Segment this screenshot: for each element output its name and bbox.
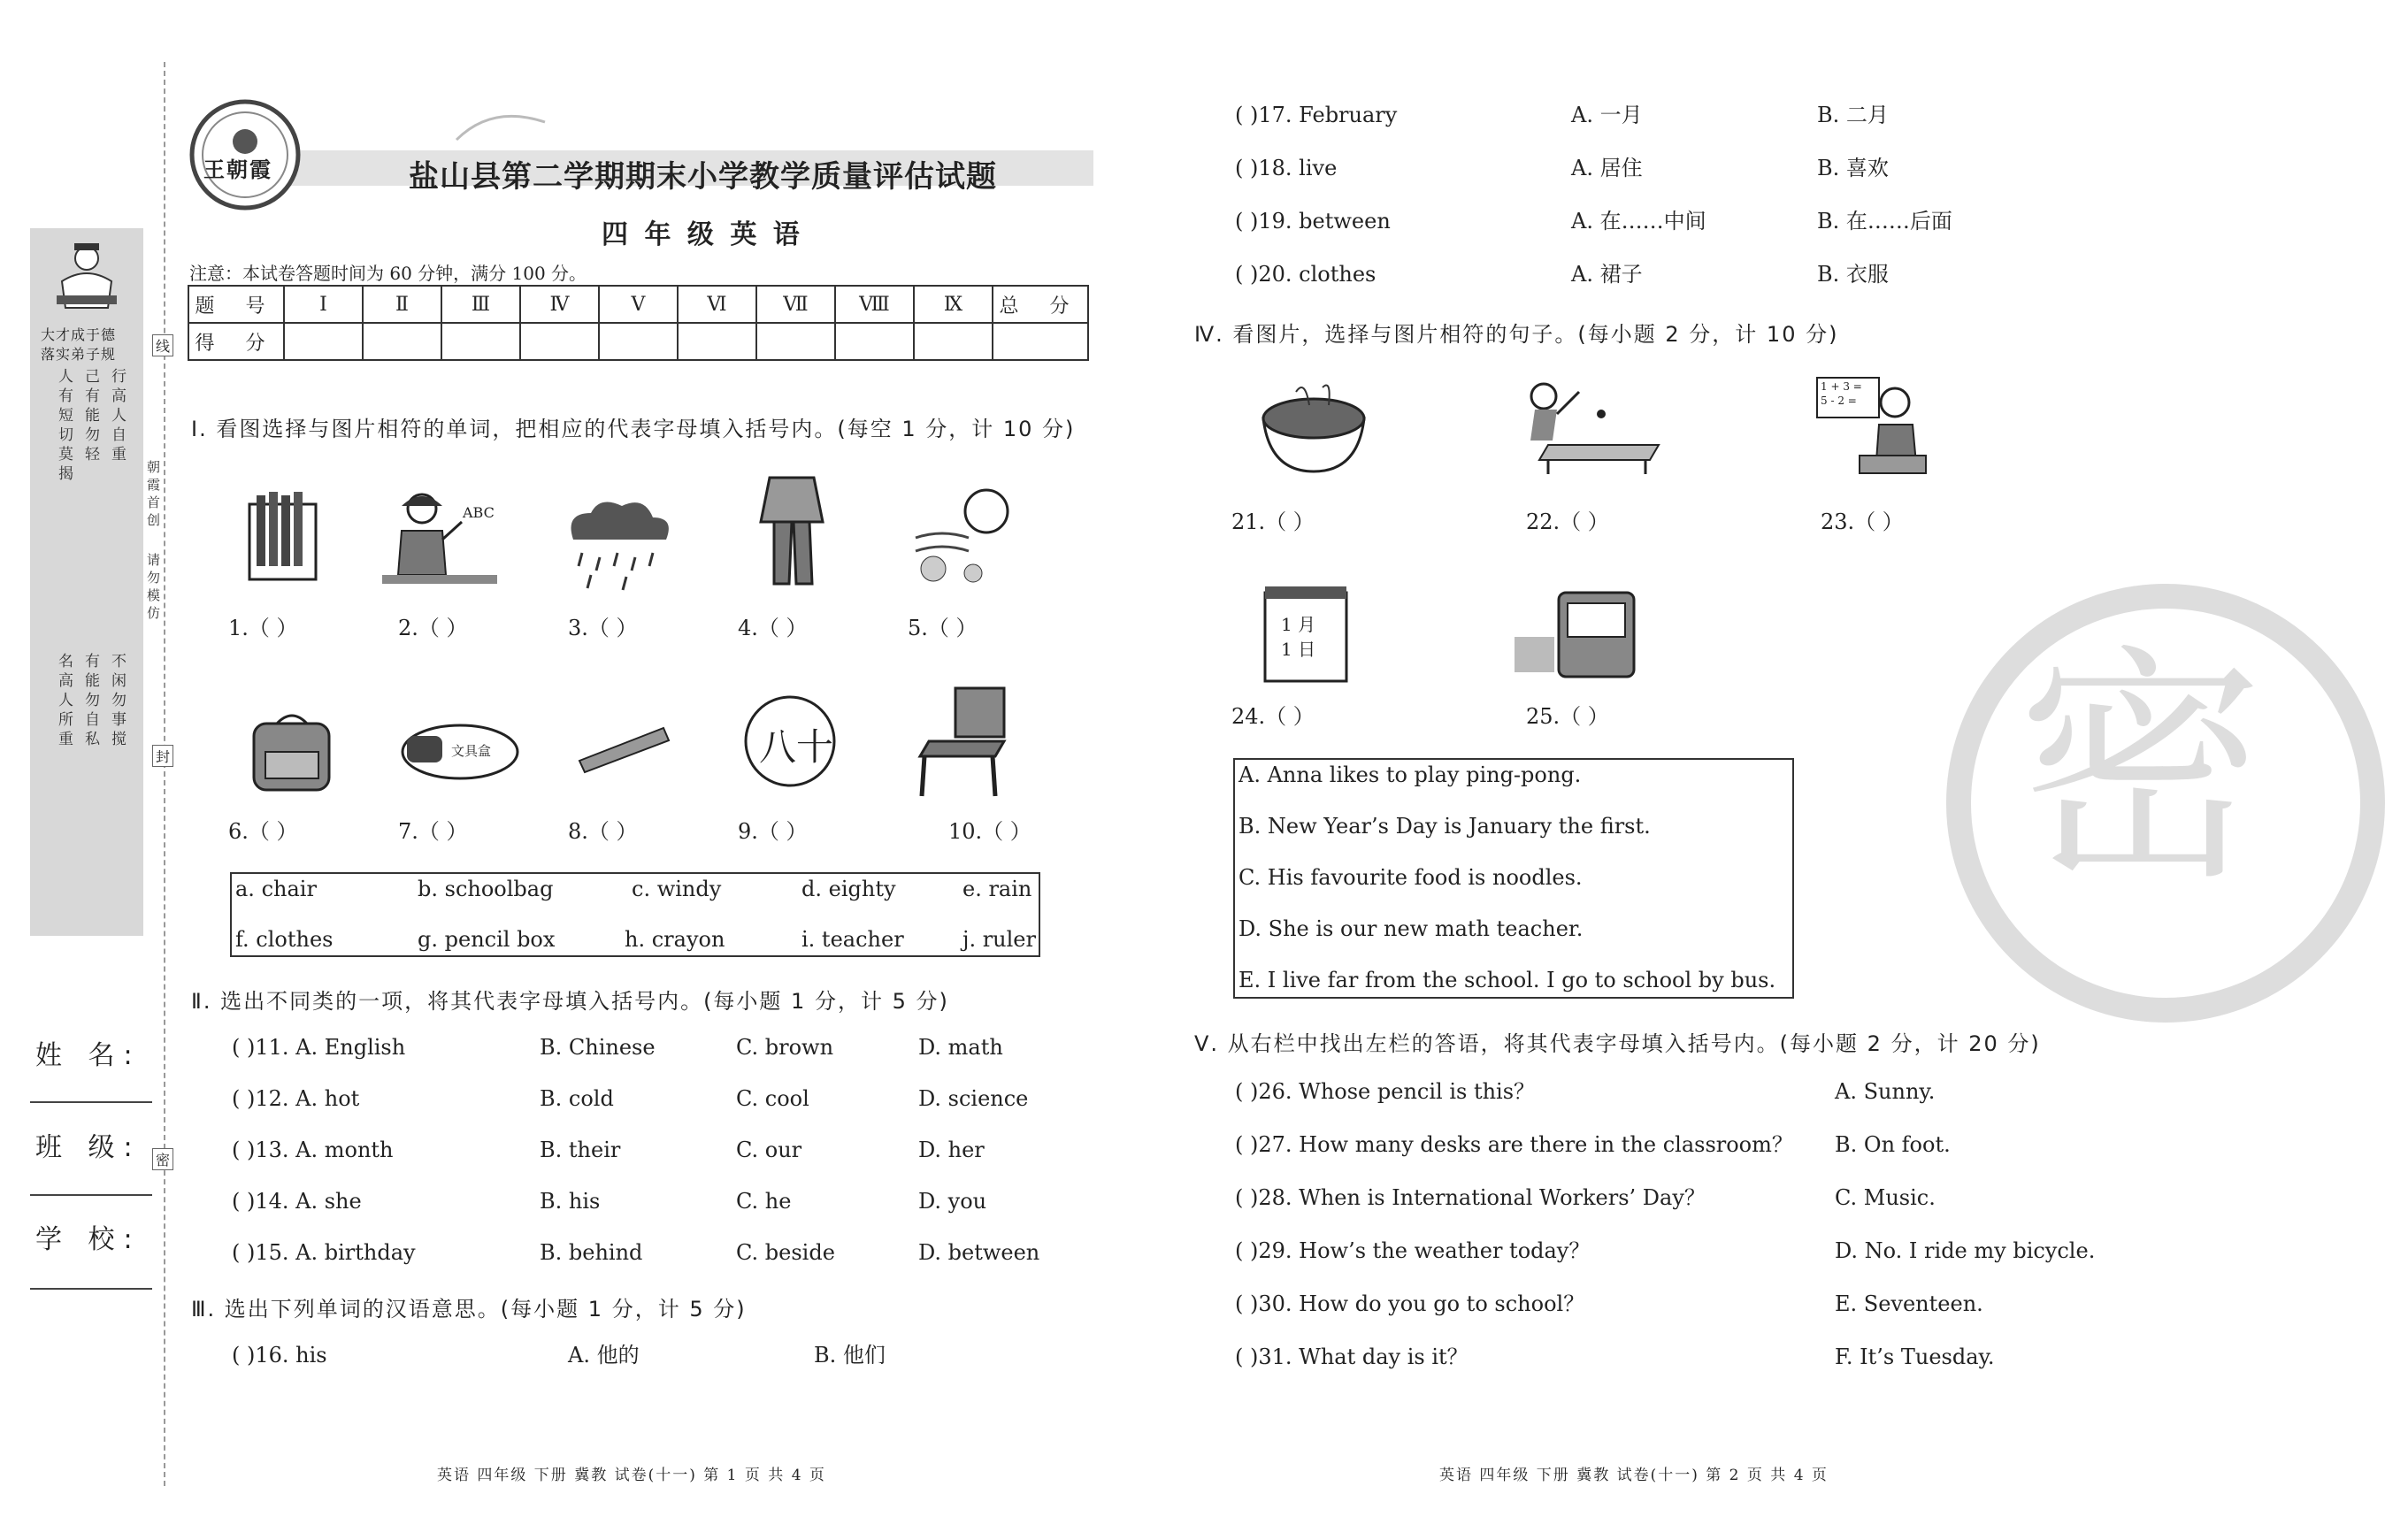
score-header-cell: Ⅴ — [599, 286, 678, 323]
name-field[interactable] — [30, 1101, 152, 1103]
eighty-text: 八十 — [759, 725, 834, 769]
q27-blank[interactable]: ( )27. How many desks are there in the classroom？ — [1235, 1132, 1793, 1157]
word-option: g. pencil box — [418, 927, 556, 952]
rain-cloud-picture — [556, 495, 679, 601]
score-cell[interactable] — [756, 323, 835, 360]
exam-note: 注意：本试卷答题时间为 60 分钟，满分 100 分。 — [189, 263, 587, 284]
answer-option-d: D. No. I ride my bicycle. — [1835, 1238, 2096, 1263]
q5-blank[interactable]: 5.（ ） — [908, 616, 978, 640]
sentence-option-d: D. She is our new math teacher. — [1239, 916, 1584, 941]
q17-option-a: A. 一月 — [1571, 103, 1643, 127]
sidebar-caption-1: 大才成于德 — [41, 326, 117, 343]
answer-option-b: B. On foot. — [1835, 1132, 1951, 1157]
q15-option-d: D. between — [918, 1240, 1040, 1265]
chair-picture — [911, 681, 1017, 801]
motto-column-2: 己有能勿轻 — [81, 368, 99, 465]
cut-mark-1: 线 — [152, 334, 173, 356]
sentence-option-a: A. Anna likes to play ping-pong. — [1239, 762, 1582, 787]
motto-column-3: 人有短切莫揭 — [55, 368, 73, 485]
score-header-cell: Ⅶ — [756, 286, 835, 323]
clothes-picture — [752, 469, 832, 593]
class-label: 班 级: — [35, 1132, 142, 1163]
board-math-line-1: 1 + 3 = — [1821, 380, 1862, 393]
q12-blank[interactable]: ( )12. A. hot — [232, 1086, 360, 1111]
q11-option-d: D. math — [918, 1035, 1003, 1060]
scholar-figure-icon — [50, 239, 124, 318]
q11-option-c: C. brown — [736, 1035, 834, 1060]
logo-text: 王朝霞 — [203, 157, 272, 182]
motto-sidebar — [30, 228, 143, 936]
q19-option-a: A. 在……中间 — [1571, 209, 1706, 234]
word-option: d. eighty — [801, 877, 896, 901]
q10-blank[interactable]: 10.（ ） — [948, 819, 1031, 844]
q28-blank[interactable]: ( )28. When is International Workers’ Day？ — [1235, 1185, 1706, 1210]
q26-blank[interactable]: ( )26. Whose pencil is this？ — [1235, 1079, 1536, 1104]
board-math-line-2: 5 - 2 = — [1821, 395, 1857, 407]
score-header-cell: Ⅰ — [284, 286, 363, 323]
section-2-heading: Ⅱ. 选出不同类的一项，将其代表字母填入括号内。(每小题 1 分，计 5 分) — [191, 989, 949, 1014]
q20-blank[interactable]: ( )20. clothes — [1235, 262, 1377, 287]
q13-option-b: B. their — [540, 1138, 621, 1162]
word-option: e. rain — [962, 877, 1032, 901]
q20-option-b: B. 衣服 — [1817, 262, 1889, 287]
score-cell[interactable] — [363, 323, 441, 360]
word-option: i. teacher — [801, 927, 904, 952]
q14-option-b: B. his — [540, 1189, 601, 1214]
score-header-cell: Ⅵ — [678, 286, 756, 323]
q29-blank[interactable]: ( )29. How’s the weather today？ — [1235, 1238, 1591, 1263]
schoolbag-picture — [243, 708, 341, 796]
answer-option-a: A. Sunny. — [1835, 1079, 1936, 1104]
sentence-option-b: B. New Year’s Day is January the first. — [1239, 814, 1651, 839]
sentence-option-e: E. I live far from the school. I go to school by bus. — [1239, 968, 1776, 992]
q19-blank[interactable]: ( )19. between — [1235, 209, 1391, 234]
score-cell[interactable] — [520, 323, 599, 360]
score-cell[interactable] — [441, 323, 520, 360]
score-cell[interactable] — [284, 323, 363, 360]
score-header-cell: Ⅲ — [441, 286, 520, 323]
school-label: 学 校: — [35, 1224, 142, 1255]
section-1-heading: Ⅰ. 看图选择与图片相符的单词，把相应的代表字母填入括号内。(每空 1 分，计 10 分) — [191, 417, 1076, 441]
ruler-picture — [575, 721, 672, 774]
q12-option-d: D. science — [918, 1086, 1029, 1111]
footer-page-2: 英语 四年级 下册 冀教 试卷(十一) 第 2 页 共 4 页 — [1439, 1467, 1829, 1484]
q30-blank[interactable]: ( )30. How do you go to school？ — [1235, 1291, 1585, 1316]
calendar-day-text: 1 日 — [1281, 639, 1316, 660]
section-5-heading: Ⅴ. 从右栏中找出左栏的答语，将其代表字母填入括号内。(每小题 2 分，计 20 分) — [1194, 1031, 2041, 1056]
q7-blank[interactable]: 7.（ ） — [398, 819, 468, 844]
word-option: b. schoolbag — [418, 877, 554, 901]
motto-column-4: 不闲勿事搅 — [108, 653, 126, 750]
score-cell[interactable] — [914, 323, 993, 360]
q4-blank[interactable]: 4.（ ） — [738, 616, 808, 640]
watermark-char: 密 — [2017, 625, 2265, 914]
score-header-cell: Ⅸ — [914, 286, 993, 323]
footer-page-1: 英语 四年级 下册 冀教 试卷(十一) 第 1 页 共 4 页 — [437, 1467, 826, 1484]
answer-option-c: C. Music. — [1835, 1185, 1936, 1210]
score-cell[interactable] — [835, 323, 914, 360]
word-option: c. windy — [632, 877, 722, 901]
q6-blank[interactable]: 6.（ ） — [228, 819, 298, 844]
guide-note-1: 朝霞首创 — [145, 460, 161, 531]
word-option: h. crayon — [625, 927, 725, 952]
calendar-month-text: 1 月 — [1281, 614, 1316, 635]
crayon-box-picture — [241, 487, 329, 584]
noodles-picture — [1256, 379, 1371, 476]
q31-blank[interactable]: ( )31. What day is it？ — [1235, 1345, 1469, 1369]
q18-blank[interactable]: ( )18. live — [1235, 156, 1338, 180]
q11-blank[interactable]: ( )11. A. English — [232, 1035, 406, 1060]
windy-picture — [898, 485, 1022, 595]
q8-blank[interactable]: 8.（ ） — [568, 819, 638, 844]
binding-cut-line — [164, 62, 165, 1486]
score-header-cell: Ⅳ — [520, 286, 599, 323]
word-option: j. ruler — [962, 927, 1036, 952]
section-3-heading: Ⅲ. 选出下列单词的汉语意思。(每小题 1 分，计 5 分) — [191, 1297, 747, 1322]
cut-mark-2: 封 — [152, 745, 173, 767]
q14-blank[interactable]: ( )14. A. she — [232, 1189, 362, 1214]
score-table — [188, 285, 1089, 361]
q11-option-b: B. Chinese — [540, 1035, 656, 1060]
q16-blank[interactable]: ( )16. his — [232, 1343, 327, 1368]
q14-option-c: C. he — [736, 1189, 792, 1214]
q12-option-c: C. cool — [736, 1086, 809, 1111]
q19-option-b: B. 在……后面 — [1817, 209, 1952, 234]
answer-option-e: E. Seventeen. — [1835, 1291, 1983, 1316]
pencil-box-label: 文具盒 — [451, 743, 492, 759]
q15-blank[interactable]: ( )15. A. birthday — [232, 1240, 416, 1265]
q25-blank[interactable]: 25.（ ） — [1526, 704, 1609, 729]
sentence-option-c: C. His favourite food is noodles. — [1239, 865, 1583, 890]
motto-column-5: 有能勿自私 — [81, 653, 99, 750]
school-field[interactable] — [30, 1288, 152, 1290]
score-cell[interactable] — [993, 323, 1088, 360]
q17-blank[interactable]: ( )17. February — [1235, 103, 1398, 127]
q16-option-b: B. 他们 — [814, 1343, 886, 1368]
teacher-board-text: ABC — [463, 504, 495, 521]
section-4-heading: Ⅳ. 看图片，选择与图片相符的句子。(每小题 2 分，计 10 分) — [1194, 322, 1839, 347]
q22-blank[interactable]: 22.（ ） — [1526, 510, 1609, 534]
q20-option-a: A. 裙子 — [1571, 262, 1643, 287]
score-header-cell: Ⅷ — [835, 286, 914, 323]
score-header-cell: 总 分 — [993, 286, 1088, 323]
q15-option-b: B. behind — [540, 1240, 643, 1265]
q12-option-b: B. cold — [540, 1086, 614, 1111]
q17-option-b: B. 二月 — [1817, 103, 1889, 127]
q24-blank[interactable]: 24.（ ） — [1231, 704, 1315, 729]
score-header-cell: Ⅱ — [363, 286, 441, 323]
word-option: a. chair — [235, 877, 317, 901]
guide-note-2: 请勿模仿 — [145, 553, 161, 624]
exam-subtitle: 四 年 级 英 语 — [602, 219, 803, 250]
exam-title: 盐山县第二学期期末小学教学质量评估试题 — [409, 159, 997, 195]
motto-column-1: 行高人自重 — [108, 368, 126, 465]
q13-option-d: D. her — [918, 1138, 985, 1162]
ping-pong-picture — [1504, 379, 1663, 476]
score-header-cell: 题 号 — [188, 286, 284, 323]
q14-option-d: D. you — [918, 1189, 987, 1214]
q13-blank[interactable]: ( )13. A. month — [232, 1138, 394, 1162]
q21-blank[interactable]: 21.（ ） — [1231, 510, 1315, 534]
q2-blank[interactable]: 2.（ ） — [398, 616, 468, 640]
answer-option-f: F. It’s Tuesday. — [1835, 1345, 1995, 1369]
q18-option-a: A. 居住 — [1571, 156, 1643, 180]
name-label: 姓 名: — [35, 1040, 142, 1071]
q9-blank[interactable]: 9.（ ） — [738, 819, 808, 844]
bus-picture — [1515, 584, 1638, 686]
score-cell[interactable] — [678, 323, 756, 360]
q16-option-a: A. 他的 — [568, 1343, 640, 1368]
sidebar-caption-2: 落实弟子规 — [41, 346, 117, 363]
q18-option-b: B. 喜欢 — [1817, 156, 1889, 180]
q3-blank[interactable]: 3.（ ） — [568, 616, 638, 640]
class-field[interactable] — [30, 1194, 152, 1196]
motto-column-6: 名高人所重 — [55, 653, 73, 750]
q13-option-c: C. our — [736, 1138, 802, 1162]
word-option: f. clothes — [235, 927, 334, 952]
q1-blank[interactable]: 1.（ ） — [228, 616, 298, 640]
score-row-label: 得 分 — [188, 323, 284, 360]
teacher-picture — [382, 487, 506, 593]
cut-mark-3: 密 — [152, 1148, 173, 1170]
q23-blank[interactable]: 23.（ ） — [1821, 510, 1904, 534]
q15-option-c: C. beside — [736, 1240, 835, 1265]
score-cell[interactable] — [599, 323, 678, 360]
